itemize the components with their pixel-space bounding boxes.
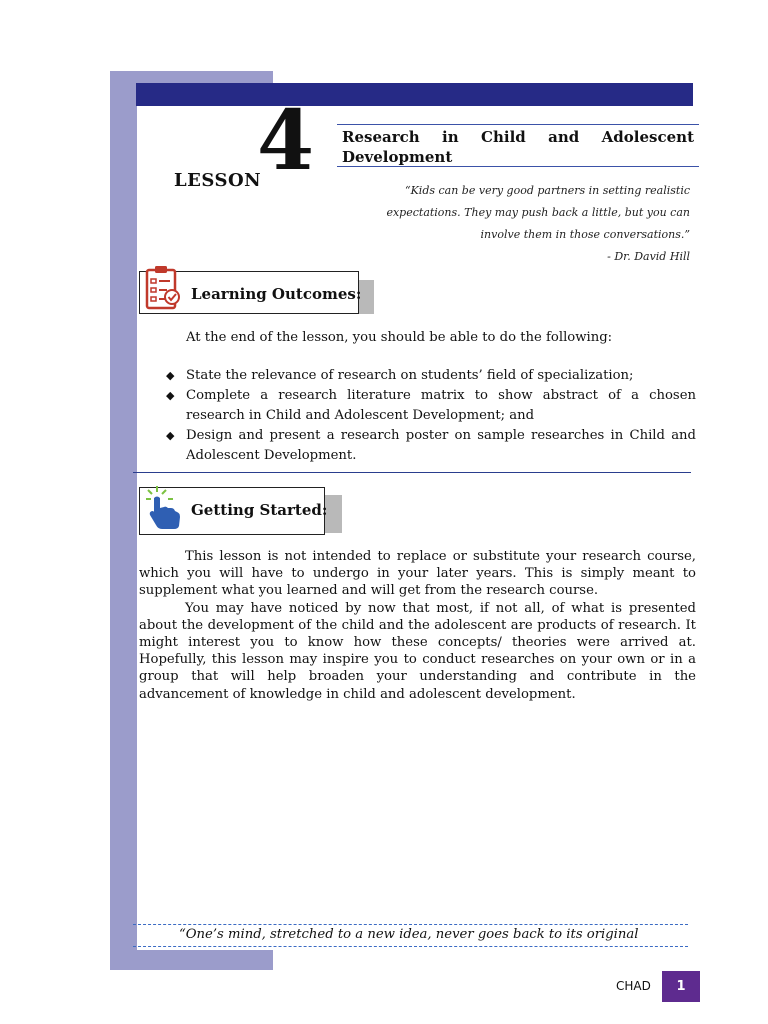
list-item: ◆ Design and present a research poster on sample researches in Child and Adolescent Development. bbox=[166, 428, 696, 463]
getting-started-heading: Getting Started: bbox=[191, 501, 328, 519]
paragraph: This lesson is not intended to replace or substitute your research course, which you will have to undergo in your later years. This is simply meant to supplement what you learned and will get from the research course. bbox=[139, 549, 696, 599]
course-label: CHAD bbox=[616, 979, 651, 993]
checklist-clipboard-icon bbox=[143, 264, 181, 312]
sidebar-bottom-bar bbox=[110, 950, 273, 970]
footer-quote: “One’s mind, stretched to a new idea, never goes back to its original bbox=[179, 927, 639, 942]
paragraph: You may have noticed by now that most, if not all, of what is presented about the development of the child and the adolescent are products of research. It might interest you to know how these concepts/ theories were arrived at. Hopefully, this lesson may inspire you to conduct researches on your own or in a group that will help broaden your understanding and contribute in the advancement of knowledge in child and adolescent development. bbox=[139, 600, 696, 702]
diamond-bullet-icon: ◆ bbox=[166, 369, 175, 382]
learning-outcomes-list bbox=[166, 366, 696, 466]
lesson-title: Research in Child and Adolescent Development bbox=[342, 128, 694, 166]
title-rule-bottom bbox=[337, 166, 699, 167]
learning-outcomes-heading: Learning Outcomes: bbox=[191, 285, 362, 303]
epigraph bbox=[345, 180, 690, 268]
page-number: 1 bbox=[662, 971, 700, 1002]
list-item: ◆ State the relevance of research on students’ field of specialization; bbox=[166, 366, 696, 386]
title-rule-top bbox=[337, 124, 699, 125]
epigraph-text: “Kids can be very good partners in setting realistic expectations. They may push back a little, but you can involve them in those conversations.” bbox=[386, 184, 690, 241]
learning-outcomes-intro: At the end of the lesson, you should be able to do the following: bbox=[186, 330, 613, 345]
sidebar-vertical-bar bbox=[110, 71, 137, 970]
list-item: ◆ Complete a research literature matrix to show abstract of a chosen research in Child and Adolescent Development; and bbox=[166, 388, 696, 423]
lesson-label: LESSON bbox=[174, 170, 262, 191]
getting-started-body bbox=[139, 548, 696, 703]
epigraph-author: - Dr. David Hill bbox=[607, 250, 690, 263]
footer-dashed-rule-top bbox=[133, 924, 688, 925]
footer-dashed-rule-bottom bbox=[133, 946, 688, 947]
diamond-bullet-icon: ◆ bbox=[166, 389, 175, 402]
pointing-hand-icon bbox=[144, 484, 184, 530]
section-divider bbox=[133, 472, 691, 473]
lesson-number: 4 bbox=[257, 93, 315, 189]
diamond-bullet-icon: ◆ bbox=[166, 429, 175, 442]
header-band bbox=[136, 83, 693, 106]
